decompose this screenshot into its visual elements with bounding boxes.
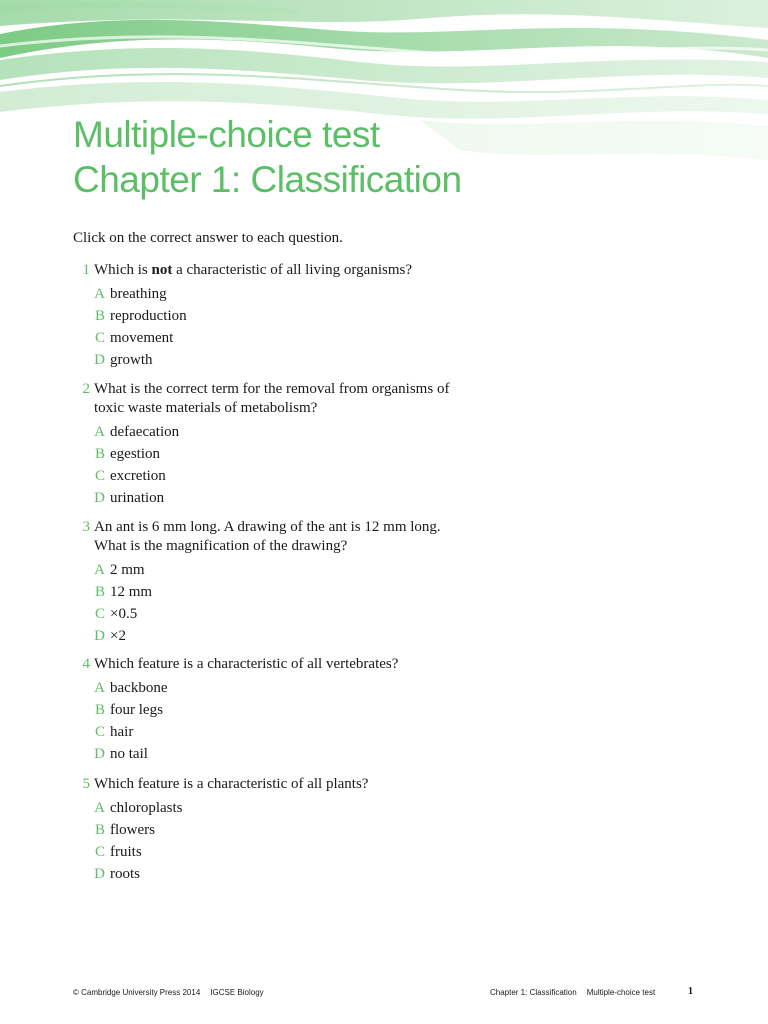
question-4 (73, 655, 513, 765)
question-text-part: a characteristic of all living organisms? (172, 262, 412, 278)
option-label: growth (110, 352, 153, 368)
footer-copyright: © Cambridge University Press 2014 (73, 988, 201, 997)
option-label: 2 mm (110, 562, 145, 578)
answer-option-d[interactable] (73, 743, 513, 765)
option-letter: B (94, 446, 105, 462)
answer-option-d[interactable] (73, 625, 513, 647)
option-letter: A (94, 424, 105, 440)
footer-left (73, 987, 264, 999)
answer-option-a[interactable] (73, 421, 513, 443)
answer-option-b[interactable] (73, 305, 513, 327)
answer-option-a[interactable] (73, 283, 513, 305)
option-letter: B (94, 702, 105, 718)
option-letter: B (94, 584, 105, 600)
footer-chapter: Chapter 1: Classification (490, 988, 577, 997)
option-letter: B (94, 308, 105, 324)
option-letter: C (94, 844, 105, 860)
answer-option-d[interactable] (73, 487, 513, 509)
option-label: reproduction (110, 308, 187, 324)
question-number: 1 (82, 262, 90, 278)
option-letter: B (94, 822, 105, 838)
question-text-line: What is the magnification of the drawing? (94, 538, 348, 554)
question-5 (73, 775, 513, 885)
option-label: ×0.5 (110, 606, 138, 622)
question-text: Which feature is a characteristic of all vertebrates? (94, 656, 399, 672)
option-letter: D (94, 490, 105, 506)
option-letter: A (94, 286, 105, 302)
question-2 (73, 380, 513, 509)
answer-option-d[interactable] (73, 863, 513, 885)
answer-option-d[interactable] (73, 349, 513, 371)
answer-option-b[interactable] (73, 819, 513, 841)
answer-option-a[interactable] (73, 797, 513, 819)
option-label: hair (110, 724, 134, 740)
option-letter: A (94, 800, 105, 816)
option-label: 12 mm (110, 584, 153, 600)
question-text (94, 518, 513, 556)
option-label: urination (110, 490, 165, 506)
answer-option-c[interactable] (73, 465, 513, 487)
question-text-line: What is the correct term for the removal from organisms of (94, 381, 450, 397)
option-letter: D (94, 866, 105, 882)
instruction-text: Click on the correct answer to each question. (73, 230, 343, 246)
question-text-line: An ant is 6 mm long. A drawing of the ant is 12 mm long. (94, 519, 441, 535)
option-letter: D (94, 352, 105, 368)
option-label: movement (110, 330, 174, 346)
question-number: 3 (82, 519, 90, 535)
answer-option-a[interactable] (73, 559, 513, 581)
option-label: excretion (110, 468, 166, 484)
page-title-line-1: Multiple-choice test (73, 114, 380, 155)
page-number: 1 (688, 986, 693, 997)
option-letter: C (94, 606, 105, 622)
question-text: Which feature is a characteristic of all plants? (94, 776, 369, 792)
answer-option-b[interactable] (73, 699, 513, 721)
question-text-part: Which is (94, 262, 152, 278)
option-label: four legs (110, 702, 163, 718)
answer-option-c[interactable] (73, 721, 513, 743)
option-letter: D (94, 628, 105, 644)
footer-test-name: Multiple-choice test (586, 988, 656, 997)
option-letter: C (94, 468, 105, 484)
option-letter: C (94, 724, 105, 740)
option-letter: C (94, 330, 105, 346)
question-1 (73, 261, 513, 371)
answer-option-a[interactable] (73, 677, 513, 699)
question-number: 5 (82, 776, 90, 792)
option-label: roots (110, 866, 140, 882)
question-text-emphasis: not (151, 262, 173, 278)
option-label: egestion (110, 446, 160, 462)
option-label: ×2 (110, 628, 126, 644)
option-letter: A (94, 562, 105, 578)
option-label: breathing (110, 286, 167, 302)
answer-option-b[interactable] (73, 581, 513, 603)
footer-chapter-info (490, 987, 655, 999)
option-label: backbone (110, 680, 168, 696)
question-number: 2 (82, 381, 90, 397)
option-label: fruits (110, 844, 142, 860)
answer-option-c[interactable] (73, 603, 513, 625)
question-text (94, 261, 513, 280)
page-title-line-2: Chapter 1: Classification (73, 159, 462, 200)
option-label: flowers (110, 822, 155, 838)
question-text-line: toxic waste materials of metabolism? (94, 400, 318, 416)
question-text (94, 380, 513, 418)
option-label: no tail (110, 746, 148, 762)
question-number: 4 (82, 656, 90, 672)
answer-option-c[interactable] (73, 327, 513, 349)
option-letter: D (94, 746, 105, 762)
answer-option-b[interactable] (73, 443, 513, 465)
answer-option-c[interactable] (73, 841, 513, 863)
option-letter: A (94, 680, 105, 696)
option-label: chloroplasts (110, 800, 183, 816)
question-3 (73, 518, 513, 647)
option-label: defaecation (110, 424, 180, 440)
footer-course: IGCSE Biology (210, 988, 264, 997)
